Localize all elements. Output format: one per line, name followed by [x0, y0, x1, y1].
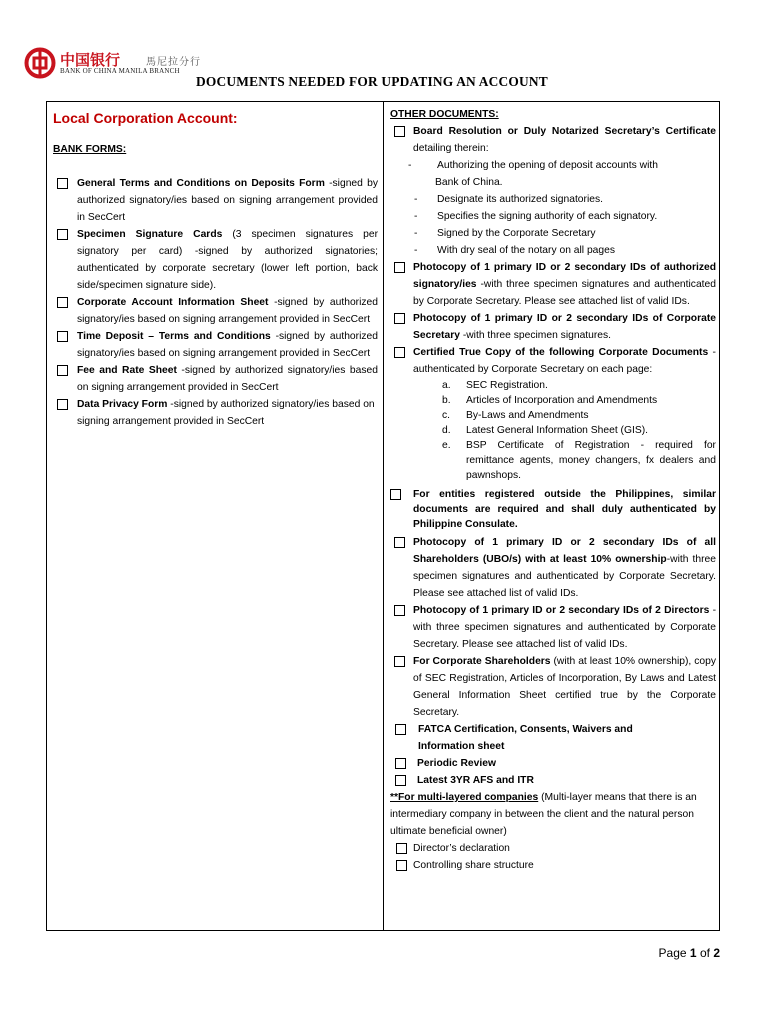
column-divider	[383, 101, 384, 931]
checklist-item-board-resolution: Board Resolution or Duly Notarized Secretary’s Certificate detailing therein:	[390, 123, 716, 157]
checklist-item: Time Deposit – Terms and Conditions -signed by authorized signatory/ies based on signing arrangement provided in SecCert	[53, 328, 378, 362]
list-item: a. SEC Registration.	[442, 380, 548, 391]
checklist-item: General Terms and Conditions on Deposits Form -signed by authorized signatory/ies based on signing arrangement provided in SecCert	[53, 175, 378, 226]
checkbox[interactable]	[57, 365, 68, 376]
logo-branch-chinese: 馬尼拉分行	[146, 57, 201, 68]
checklist-item-id-shareholders: Photocopy of 1 primary ID or 2 secondary IDs of all Shareholders (UBO/s) with at least 10% ownership-with three specimen signatures and authenticated by Corporate Secretary. Please see attached list of valid IDs.	[390, 534, 716, 602]
checkbox[interactable]	[57, 297, 68, 308]
checkbox[interactable]	[394, 605, 405, 616]
checklist-item: Fee and Rate Sheet -signed by authorized signatory/ies based on signing arrangement provided in SecCert	[53, 362, 378, 396]
checklist-item-corporate-shareholders: For Corporate Shareholders (with at least 10% ownership), copy of SEC Registration, Articles of Incorporation, By Laws and Latest General Information Sheet certified true by the Corporate Secretary.	[390, 653, 716, 721]
list-item: d. Latest General Information Sheet (GIS).	[442, 425, 649, 436]
checklist-item-certified-copy: Certified True Copy of the following Corporate Documents - authenticated by Corporate Secretary on each page:	[390, 344, 716, 378]
checklist-item-id-signatories: Photocopy of 1 primary ID or 2 secondary IDs of authorized signatory/ies -with three specimen signatures and authenticated by Corporate Secretary. Please see attached list of valid IDs.	[390, 259, 716, 310]
bank-of-china-emblem-icon	[24, 47, 56, 79]
bullet-item: - Signed by the Corporate Secretary	[414, 228, 596, 239]
checkbox[interactable]	[57, 331, 68, 342]
checkbox[interactable]	[394, 656, 405, 667]
checkbox[interactable]	[57, 399, 68, 410]
checklist-item-fatca: FATCA Certification, Consents, Waivers and Information sheet	[390, 721, 638, 755]
checkbox[interactable]	[394, 262, 405, 273]
list-item: e. BSP Certificate of Registration - required for remittance agents, money changers, fx dealers and pawnshops.	[442, 440, 716, 481]
bullet-item: - Specifies the signing authority of each signatory.	[414, 211, 658, 222]
document-title: DOCUMENTS NEEDED FOR UPDATING AN ACCOUNT	[196, 74, 548, 89]
checkbox[interactable]	[396, 860, 407, 871]
logo-chinese-name: 中国银行	[60, 51, 121, 69]
checkbox[interactable]	[395, 724, 406, 735]
checklist-item: Specimen Signature Cards (3 specimen signatures per signatory per card) -signed by authorized signatories; authenticated by corporate secretary (lower left portion, back side/specimen signature side).	[53, 226, 378, 294]
checkbox[interactable]	[57, 229, 68, 240]
section-title: Local Corporation Account:	[53, 110, 238, 126]
checkbox[interactable]	[394, 347, 405, 358]
checkbox[interactable]	[395, 758, 406, 769]
checklist-item-outside-philippines: For entities registered outside the Philippines, similar documents are required and shall duly authenticated by Philippine Consulate.	[386, 487, 716, 532]
multi-layer-note: **For multi-layered companies (Multi-layer means that there is an intermediary company in between the client and the natural person ultimate beneficial owner)	[390, 792, 697, 837]
checkbox[interactable]	[390, 489, 401, 500]
checklist-item: Corporate Account Information Sheet -signed by authorized signatory/ies based on signing arrangement provided in SecCert	[53, 294, 378, 328]
logo-english-name: BANK OF CHINA MANILA BRANCH	[60, 67, 180, 75]
checkbox[interactable]	[394, 537, 405, 548]
checklist-item-id-secretary: Photocopy of 1 primary ID or 2 secondary IDs of Corporate Secretary -with three specimen signatures.	[390, 310, 716, 344]
checkbox[interactable]	[394, 313, 405, 324]
checklist-item-controlling-share: Controlling share structure	[390, 857, 716, 874]
checklist-item: Data Privacy Form -signed by authorized signatory/ies based on signing arrangement provided in SecCert	[53, 396, 378, 430]
checkbox[interactable]	[395, 775, 406, 786]
list-item: c. By-Laws and Amendments	[442, 410, 589, 421]
list-item: b. Articles of Incorporation and Amendments	[442, 395, 658, 406]
left-column	[53, 108, 378, 430]
bullet-item: - Authorizing the opening of deposit accounts with	[408, 160, 658, 171]
checkbox[interactable]	[394, 126, 405, 137]
page-number: Page 1 of 2	[658, 946, 720, 960]
checkbox[interactable]	[396, 843, 407, 854]
checklist-item-directors-declaration: Director’s declaration	[390, 840, 716, 857]
bank-forms-heading: BANK FORMS:	[53, 144, 127, 155]
checklist-item-id-directors: Photocopy of 1 primary ID or 2 secondary IDs of 2 Directors - with three specimen signatures and authenticated by Corporate Secretary. Please see attached list of valid IDs.	[390, 602, 716, 653]
right-column	[390, 106, 716, 874]
bullet-item-continuation: Bank of China.	[435, 177, 503, 188]
checklist-item-periodic-review: Periodic Review	[390, 755, 716, 772]
other-documents-heading: OTHER DOCUMENTS:	[390, 109, 499, 120]
bank-logo	[24, 47, 214, 81]
bullet-item: - Designate its authorized signatories.	[414, 194, 603, 205]
bullet-item: - With dry seal of the notary on all pages	[414, 245, 616, 256]
checkbox[interactable]	[57, 178, 68, 189]
checklist-item-afs-itr: Latest 3YR AFS and ITR	[390, 772, 716, 789]
